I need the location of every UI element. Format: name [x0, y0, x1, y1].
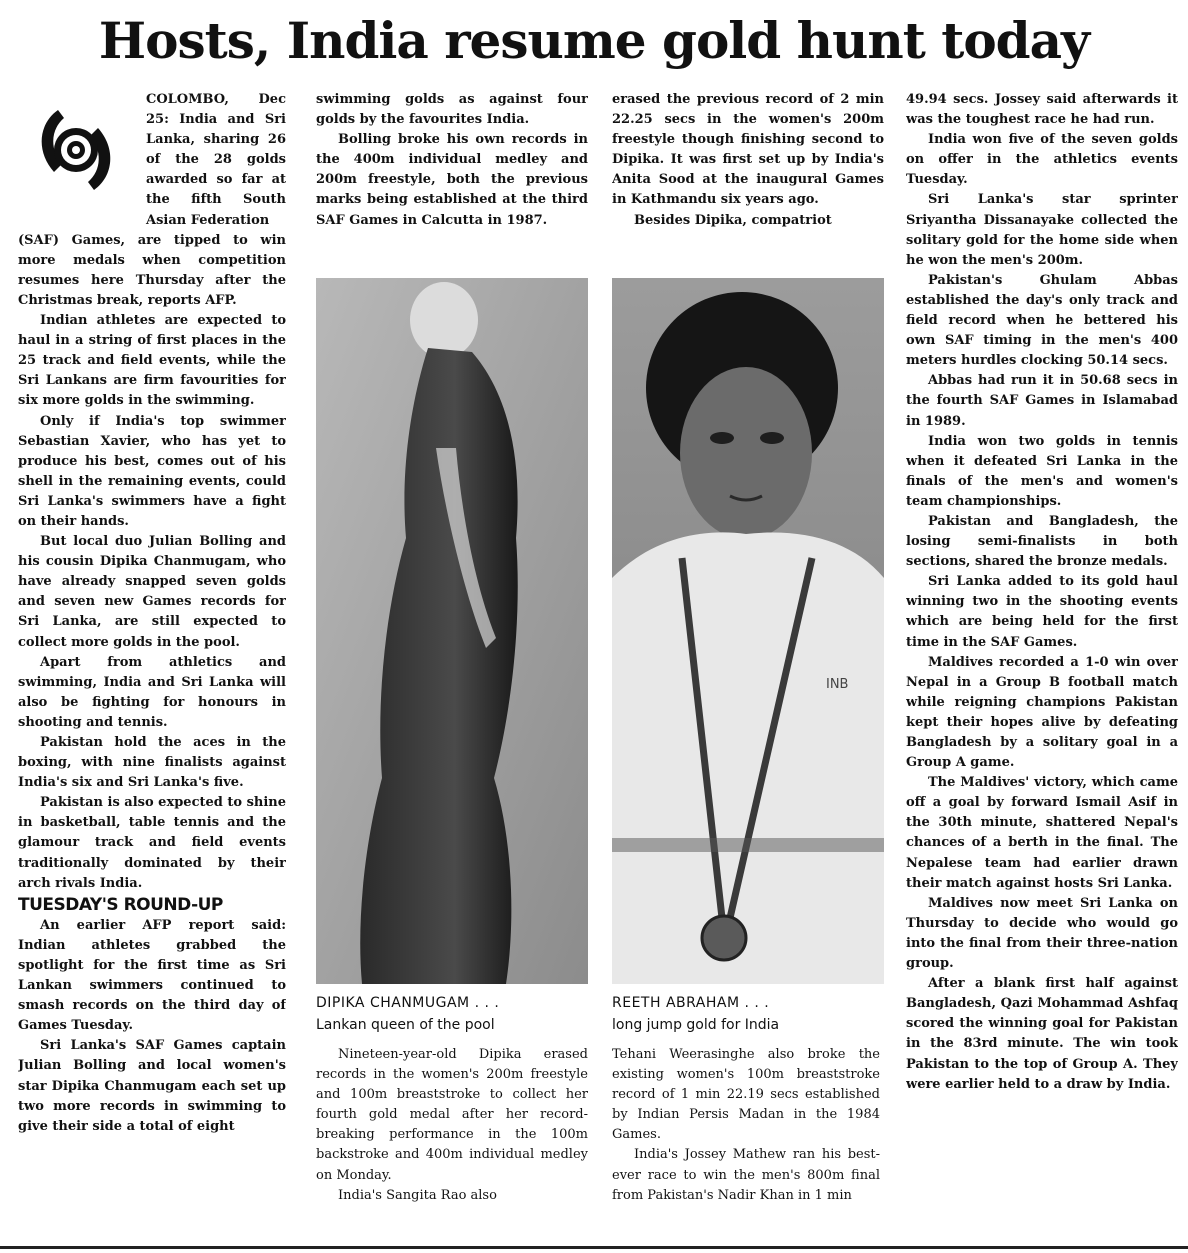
paragraph: India won two golds in tennis when it defeated Sri Lanka in the finals of the men's and women's team championships. — [906, 433, 1178, 509]
paragraph: (SAF) Games, are tipped to win more medals when competition resumes here Thursday after the Christmas break, reports AFP. — [18, 232, 286, 308]
caption-name: REETH ABRAHAM . . . — [612, 995, 770, 1011]
paragraph: After a blank first half against Bangladesh, Qazi Mohammad Ashfaq scored the winning goal for Pakistan in the 83rd minute. The win took Pakistan to the top of Group A. They were earlier held to a draw by India. — [906, 976, 1178, 1092]
paragraph: erased the previous record of 2 min 22.25 secs in the women's 200m freestyle though finishing second to Dipika. It was first set up by India's Anita Sood at the inaugural Games in Kathmandu six years ago. — [612, 92, 884, 208]
dateline-paragraph: COLOMBO, Dec 25: India and Sri Lanka, sharing 26 of the 28 golds awarded so far at the fifth South Asian Federation — [146, 92, 286, 228]
paragraph: Only if India's top swimmer Sebastian Xavier, who has yet to produce his best, comes out of his shell in the remaining events, could Sri Lanka's swimmers have a fight on their hands. — [18, 413, 286, 529]
jersey-badge-text: INB — [826, 677, 849, 692]
paragraph: India's Jossey Mathew ran his best-ever race to win the men's 800m final from Pakistan's Nadir Khan in 1 min — [612, 1147, 880, 1203]
paragraph: Pakistan is also expected to shine in basketball, table tennis and the glamour track and field events traditionally dominated by their arch rivals India. — [18, 795, 286, 891]
caption-text: Lankan queen of the pool — [316, 1017, 495, 1033]
paragraph: Sri Lanka's star sprinter Sriyantha Dissanayake collected the solitary gold for the home side when he won the men's 200m. — [906, 192, 1178, 268]
article-column-1 — [18, 90, 286, 1240]
caption-right — [612, 992, 884, 1036]
photo-reeth-abraham — [612, 278, 884, 984]
caption-text: long jump gold for India — [612, 1017, 780, 1033]
paragraph: Pakistan and Bangladesh, the losing semi-finalists in both sections, shared the bronze medals. — [906, 513, 1178, 570]
paragraph: Bolling broke his own records in the 400m individual medley and 200m freestyle, both the previous marks being established at the third SAF Games in Calcutta in 1987. — [316, 132, 588, 228]
paragraph: Maldives recorded a 1-0 win over Nepal in a Group B football match while reigning champions Pakistan kept their hopes alive by defeating Bangladesh by a solitary goal in a Group A game. — [906, 654, 1178, 771]
paragraph: 49.94 secs. Jossey said afterwards it was the toughest race he had run. — [906, 92, 1178, 128]
article-column-2-top — [316, 90, 588, 270]
headline: Hosts, India resume gold hunt today — [98, 11, 1090, 70]
article-column-2-bottom — [316, 1045, 588, 1240]
paragraph: The Maldives' victory, which came off a goal by forward Ismail Asif in the 30th minute, shattered Nepal's chances of a berth in the final. The Nepalese team had earlier drawn their match against hosts Sri Lanka. — [906, 775, 1178, 891]
paragraph: Sri Lanka's SAF Games captain Julian Bolling and local women's star Dipika Chanmugam each set up two more records in swimming to give their side a total of eight — [18, 1038, 286, 1134]
paragraph: Pakistan's Ghulam Abbas established the day's only track and field record when he bettered his own SAF timing in the men's 400 meters hurdles clocking 50.14 secs. — [906, 272, 1178, 369]
paragraph: Indian athletes are expected to haul in a string of first places in the 25 track and field events, while the Sri Lankans are firm favourities for six more golds in the swimming. — [18, 313, 286, 409]
paragraph: Apart from athletics and swimming, India and Sri Lanka will also be fighting for honours in shooting and tennis. — [18, 654, 286, 730]
article-column-3-bottom — [612, 1045, 880, 1240]
paragraph: An earlier AFP report said: Indian athletes grabbed the spotlight for the first time as Sri Lankan swimmers continued to smash records on the third day of Games Tuesday. — [18, 917, 286, 1034]
article-column-3-top — [612, 90, 884, 270]
paragraph: But local duo Julian Bolling and his cousin Dipika Chanmugam, who have already snapped seven golds and seven new Games records for Sri Lanka, are still expected to collect more golds in the pool. — [18, 534, 286, 650]
paragraph: Nineteen-year-old Dipika erased records in the women's 200m freestyle and 100m breaststroke to collect her fourth gold medal after her record-breaking performance in the 100m backstroke and 400m individual medley on Monday. — [316, 1047, 588, 1183]
section-subhead: TUESDAY'S ROUND-UP — [18, 894, 223, 915]
paragraph: Abbas had run it in 50.68 secs in the fourth SAF Games in Islamabad in 1989. — [906, 373, 1178, 429]
paragraph: Tehani Weerasinghe also broke the existing women's 100m breaststroke record of 1 min 22.19 secs established by Indian Persis Madan in the 1984 Games. — [612, 1047, 880, 1143]
bottom-rule — [0, 1246, 1188, 1249]
paragraph: Maldives now meet Sri Lanka on Thursday to decide who would go into the final from their three-nation group. — [906, 895, 1178, 972]
paragraph: Pakistan hold the aces in the boxing, with nine finalists against India's six and Sri Lanka's five. — [18, 735, 286, 791]
photo-dipika-chanmugam — [316, 278, 588, 984]
caption-left — [316, 992, 588, 1036]
paragraph: Besides Dipika, compatriot — [634, 212, 832, 228]
paragraph: swimming golds as against four golds by the favourites India. — [316, 92, 588, 128]
caption-name: DIPIKA CHANMUGAM . . . — [316, 995, 500, 1011]
article-column-4 — [906, 90, 1178, 1240]
paragraph: India won five of the seven golds on offer in the athletics events Tuesday. — [906, 132, 1178, 188]
paragraph: India's Sangita Rao also — [338, 1187, 497, 1203]
paragraph: Sri Lanka added to its gold haul winning two in the shooting events which are being held for the first time in the SAF Games. — [906, 574, 1178, 650]
